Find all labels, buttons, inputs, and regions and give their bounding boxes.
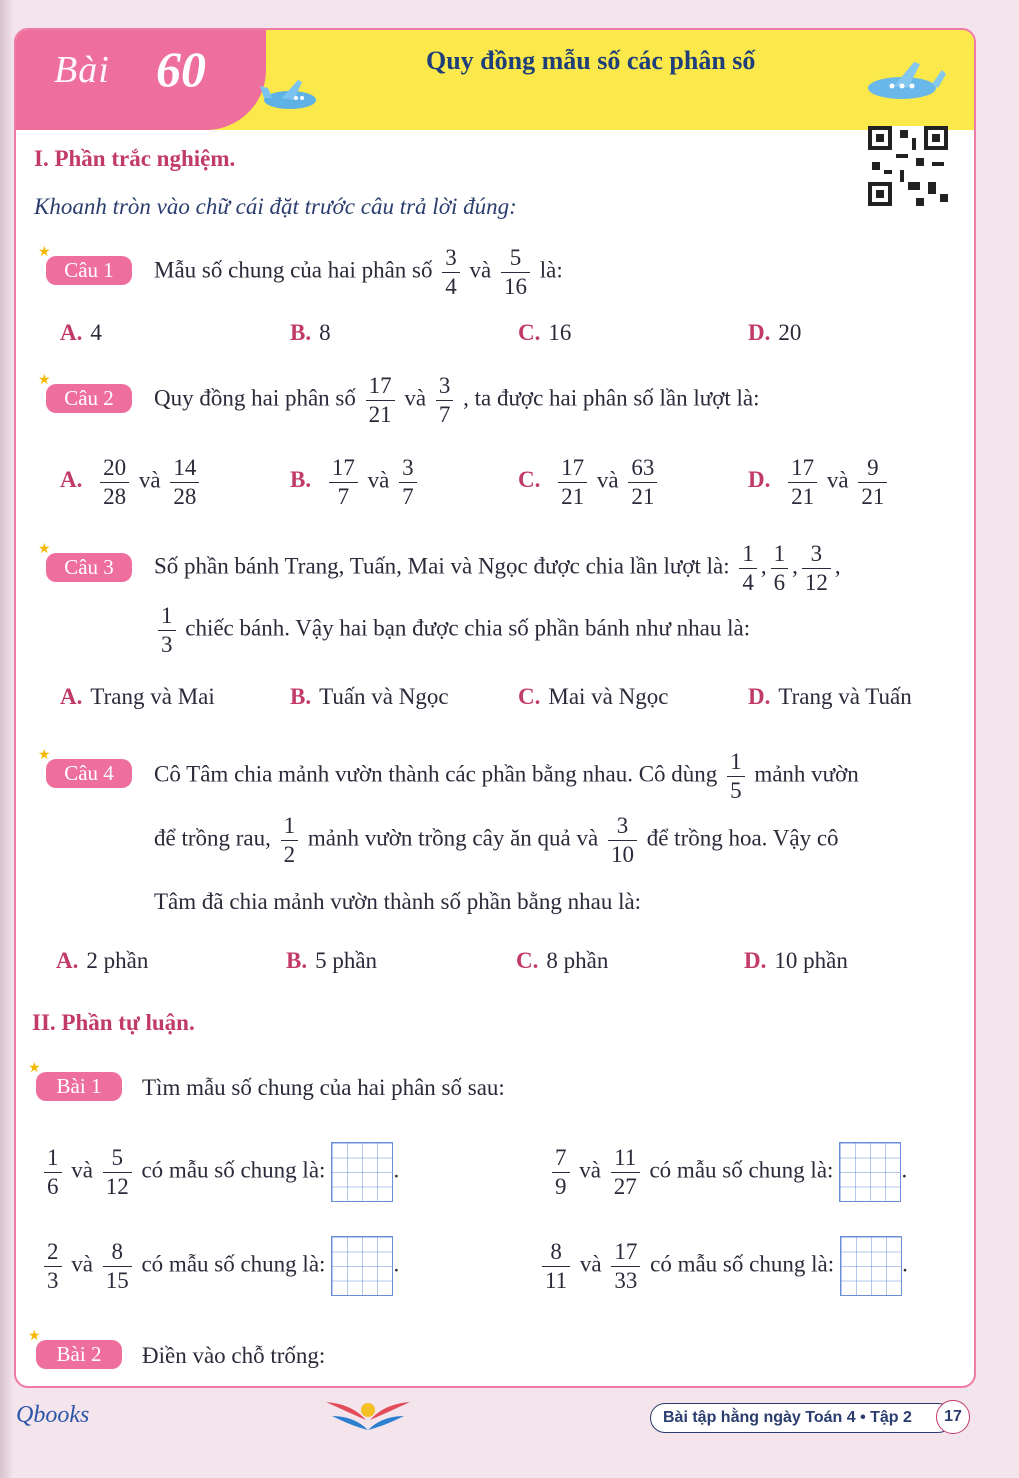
question-badge: ★ Câu 2 [46, 384, 132, 413]
option-d[interactable]: D. 10 phần [744, 948, 848, 973]
question-4-line2: để trồng rau, $\frac{1}{2}$ mảnh vườn trồng cây ăn quả và $\frac{3}{10}$ để trồng hoa. Vậy cô [154, 813, 839, 867]
bird-logo-icon [322, 1394, 414, 1438]
option-b[interactable]: B. Tuấn và Ngọc [290, 684, 449, 709]
answer-box[interactable] [331, 1142, 393, 1202]
question-3-line2: $\frac{1}{3}$ chiếc bánh. Vậy hai bạn được chia số phần bánh như nhau là: [154, 602, 750, 658]
answer-box[interactable] [839, 1142, 901, 1202]
option-d[interactable]: D. $\frac{17}{21}$ và $\frac{9}{21}$ [748, 454, 891, 510]
ex1-item: $\frac{8}{11}$ và $\frac{17}{33}$ có mẫu số chung là: . [538, 1236, 908, 1296]
question-badge: ★ Câu 1 [46, 256, 132, 285]
question-badge: ★ Câu 3 [46, 553, 132, 582]
answer-box[interactable] [840, 1236, 902, 1296]
lesson-word: Bài [54, 49, 110, 91]
option-a[interactable]: A. $\frac{20}{28}$ và $\frac{14}{28}$ [60, 454, 203, 510]
lesson-banner [16, 30, 974, 130]
question-3: Số phần bánh Trang, Tuấn, Mai và Ngọc được chia lần lượt là: $\frac{1}{4}$ , $\frac{1}{6}$ , $\frac{3}{12}$ , [154, 541, 841, 595]
option-c[interactable]: C. 8 phần [516, 948, 609, 973]
question-2: Quy đồng hai phân số $\frac{17}{21}$ và $\frac{3}{7}$ , ta được hai phân số lần lượt là: [154, 373, 760, 427]
answer-box[interactable] [331, 1236, 393, 1296]
option-d[interactable]: D. Trang và Tuấn [748, 684, 912, 709]
option-c[interactable]: C. Mai và Ngọc [518, 684, 669, 709]
option-c[interactable]: C. 16 [518, 320, 572, 345]
qr-code-icon[interactable] [868, 126, 948, 206]
ex1-item: $\frac{1}{6}$ và $\frac{5}{12}$ có mẫu số chung là: . [40, 1142, 399, 1202]
part1-title: I. Phần trắc nghiệm. [34, 146, 236, 171]
part1-instruction: Khoanh tròn vào chữ cái đặt trước câu trả lời đúng: [34, 194, 517, 219]
page-card [14, 28, 976, 1388]
exercise-badge: ★ Bài 1 [36, 1072, 122, 1101]
exercise-1-text: Tìm mẫu số chung của hai phân số sau: [142, 1075, 505, 1100]
publisher-logo: Qbooks [16, 1402, 90, 1428]
question-4-line3: Tâm đã chia mảnh vườn thành số phần bằng nhau là: [154, 889, 642, 914]
airplane-icon [258, 78, 322, 118]
option-a[interactable]: A. 2 phần [56, 948, 149, 973]
question-badge: ★ Câu 4 [46, 759, 132, 788]
exercise-badge: ★ Bài 2 [36, 1340, 122, 1369]
option-d[interactable]: D. 20 [748, 320, 802, 345]
ex1-item: $\frac{7}{9}$ và $\frac{11}{27}$ có mẫu số chung là: . [548, 1142, 907, 1202]
lesson-title: Quy đồng mẫu số các phân số [426, 46, 756, 75]
option-b[interactable]: B. $\frac{17}{7}$ và $\frac{3}{7}$ [290, 454, 421, 510]
option-b[interactable]: B. 5 phần [286, 948, 378, 973]
lesson-number: 60 [156, 41, 206, 97]
book-spine [0, 0, 12, 1478]
airplane-icon [862, 60, 946, 108]
option-a[interactable]: A. 4 [60, 320, 102, 345]
option-c[interactable]: C. $\frac{17}{21}$ và $\frac{63}{21}$ [518, 454, 661, 510]
option-b[interactable]: B. 8 [290, 320, 331, 345]
page-number: 17 [936, 1400, 970, 1434]
question-1: Mẫu số chung của hai phân số $\frac{3}{4}$ và $\frac{5}{16}$ là: [154, 245, 563, 299]
book-title-pill: Bài tập hằng ngày Toán 4 • Tập 2 [650, 1403, 953, 1433]
part2-title: II. Phần tự luận. [32, 1010, 195, 1035]
exercise-2-text: Điền vào chỗ trống: [142, 1343, 326, 1368]
question-4: Cô Tâm chia mảnh vườn thành các phần bằng nhau. Cô dùng $\frac{1}{5}$ mảnh vườn [154, 749, 859, 803]
option-a[interactable]: A. Trang và Mai [60, 684, 215, 709]
ex1-item: $\frac{2}{3}$ và $\frac{8}{15}$ có mẫu số chung là: . [40, 1236, 399, 1296]
